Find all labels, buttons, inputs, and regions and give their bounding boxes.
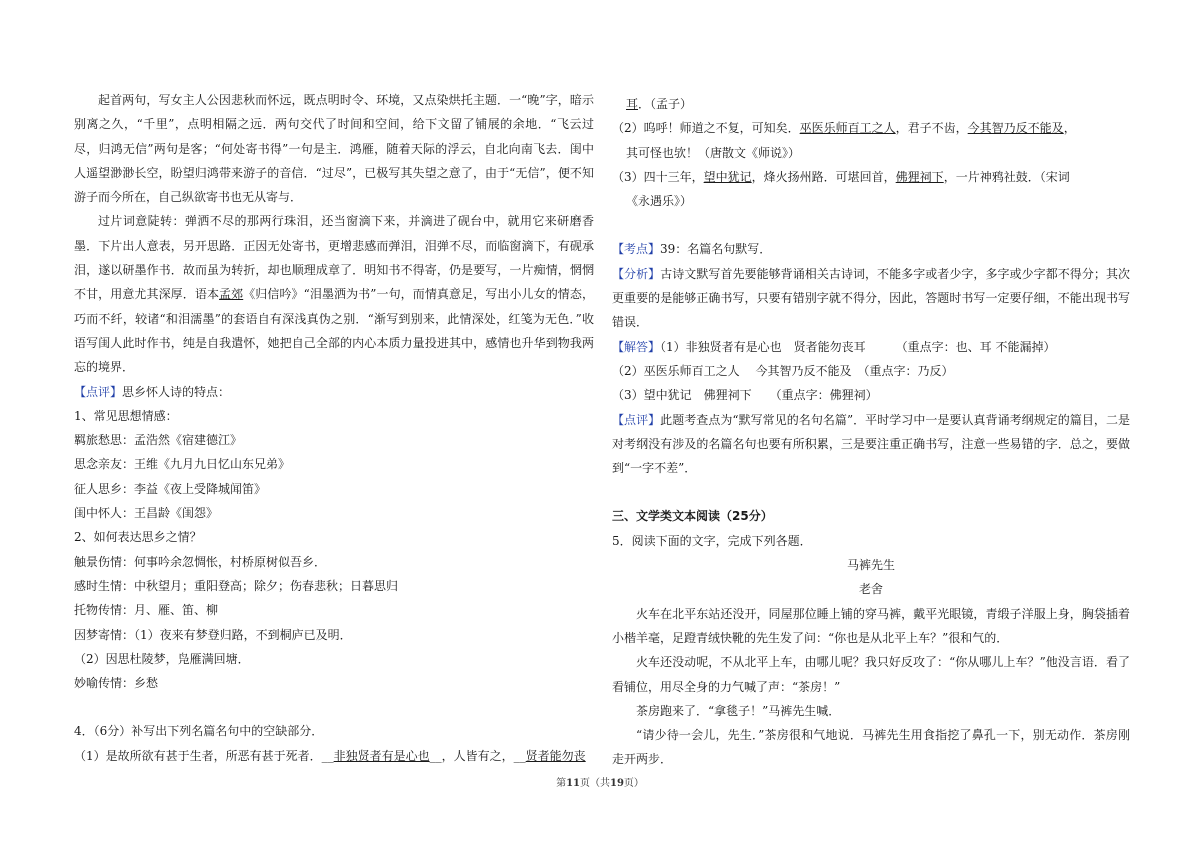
answer-blank: 佛狸祠下 (895, 169, 944, 184)
paragraph-2-b: 《归信吟》“泪墨洒为书”一句，而情真意足，写出小儿女的情态，巧而不纤，较诸“和泪濡墨”的套语自有深浅真伪之别．“渐写到别来，此情深处，红笺为无色．”收语写闺人此时作书，纯是自我遣怀，她把自己全部的内心本质力量投进其中，感情也升华到物我两忘的境界． (74, 287, 594, 375)
footer-pre: 第 (556, 778, 567, 789)
answer-blank: 望中犹记 (703, 169, 752, 184)
paragraph-2-a: 过片词意陡转：弹洒不尽的那两行珠泪，还当窗滴下来，并滴进了砚台中，就用它来研磨香墨．下片出人意表，另开思路．正因无处寄书，更增悲感而弹泪，泪弹不尽，而临窗滴下，有砚承泪，遂以研墨作书．故而虽为转折，却也顺理成章了．明知书不得寄，仍是要写，一片痴情，惘惘不甘，用意尤其深厚．语本 (74, 214, 594, 302)
kaodian-line (612, 237, 1130, 261)
emotion-item: 征人思乡：李益《夜上受降城闻笛》 (74, 481, 267, 496)
story-paragraph: “请少待一会儿，先生．”茶房很和气地说．马裤先生用食指挖了鼻孔一下，别无动作．茶房刚走开两步． (612, 728, 1130, 767)
comment-tag: 【点评】 (74, 384, 123, 399)
method-item: 触景伤情：何事吟余忽惆怅，村桥原树似吾乡． (74, 554, 327, 569)
dianping-line (612, 408, 1130, 481)
answer-blank: 贤者能勿丧 (525, 748, 586, 763)
spacer (612, 213, 1130, 237)
q4-2-end: ， (1063, 121, 1076, 136)
question-4-2 (612, 116, 1130, 140)
heading-2: 2、如何表达思乡之情？ (74, 530, 202, 545)
q4-3-source: 《永遇乐》） (626, 194, 693, 209)
footer-mid: 页（共 (580, 778, 610, 789)
story-paragraph: 火车在北平东站还没开，同屋那位睡上铺的穿马裤，戴平光眼镜，青缎子洋服上身，胸袋插着小楷羊毫，足蹬青绒快靴的先生发了问：“你也是从北平上车？”很和气的． (612, 606, 1130, 645)
emotion-item: 闺中怀人：王昌龄《闺怨》 (74, 506, 219, 521)
jieda-3: （3）望中犹记 佛狸祠下 （重点字：佛狸祠） (612, 388, 878, 403)
right-column (612, 92, 1130, 772)
method-item: 托物传情：月、雁、笛、柳 (74, 603, 219, 618)
answer-blank: 巫医乐师百工之人 (799, 121, 896, 136)
jieda-2: （2）巫医乐师百工之人 今其智乃反不能及 （重点字：乃反） (612, 363, 954, 378)
jieda-1: （1）非独贤者有是心也 贤者能勿丧耳 （重点字：也、耳 不能漏掉） (660, 339, 1056, 354)
section-3-title: 三、文学类文本阅读（25分） (612, 509, 773, 524)
jieda-tag: 【解答】 (612, 339, 661, 354)
kaodian-text: 39：名篇名句默写． (660, 242, 772, 257)
dianping-tag: 【点评】 (612, 412, 661, 427)
question-4-1: （1）是故所欲有甚于生者，所恶有甚于死者．__非独贤者有是心也__，人皆有之，__贤者能勿丧 (74, 748, 586, 763)
footer-post: 页） (623, 778, 644, 789)
heading-1: 1、常见思想情感： (74, 408, 178, 423)
q4-2-prompt: （2）呜呼！师道之不复，可知矣． (612, 121, 800, 136)
emotion-item: 羁旅愁思：孟浩然《宿建德江》 (74, 433, 243, 448)
answer-blank: 今其智乃反不能及 (967, 121, 1064, 136)
method-item: 妙喻传情：乡愁 (74, 676, 159, 691)
paragraph-1: 起首两句，写女主人公因悲秋而怀远，既点明时令、环境，又点染烘托主题．一“晚”字，暗示别离之久，“千里”，点明相隔之远．两句交代了时间和空间，给下文留了铺展的余地．“飞云过尽，归鸿无信”两句是客；“何处寄书得”一句是主．鸿雁，随着天际的浮云，自北向南飞去．闺中人遥望渺渺长空，盼望归鸿带来游子的音信．“过尽”，已极写其失望之意了，由于“无信”，便不知游子而今所在，自己纵欲寄书也无从寄与． (74, 93, 594, 205)
spacer (74, 695, 594, 719)
comment-line (74, 380, 594, 404)
q4-2-source: 其可怪也欤！（唐散文《师说》） (626, 145, 801, 160)
q4-3-end: ，一片神鸦社鼓．（宋词 (943, 169, 1070, 184)
fenxi-text: 古诗文默写首先要能够背诵相关古诗词，不能多字或者少字，多字或少字都不得分；其次更重要的是能够正确书写，只要有错别字就不得分，因此，答题时书写一定要仔细，不能出现书写错误． (612, 266, 1130, 330)
fenxi-tag: 【分析】 (612, 266, 661, 281)
page-footer (0, 774, 1200, 789)
jieda-line (612, 335, 1130, 359)
method-item: 因梦寄情：（1）夜来有梦登归路，不到桐庐已及明． (74, 627, 352, 642)
q4-1-middle: ，人皆有之， (441, 748, 514, 763)
paragraph-2 (74, 209, 594, 379)
question-5: 5．阅读下面的文字，完成下列各题． (612, 533, 812, 548)
story-paragraph: 火车还没动呢，不从北平上车，由哪儿呢？我只好反攻了：“你从哪儿上车？”他没言语．看了看铺位，用尽全身的力气喊了声：“茶房！” (612, 655, 1130, 694)
story-title: 马裤先生 (846, 558, 895, 573)
method-item: 感时生情：中秋望月；重阳登高；除夕；伤春悲秋；日暮思归 (74, 578, 399, 593)
q4-1-continued (612, 92, 1130, 116)
q4-1-source: ．（孟子） (638, 97, 693, 111)
q4-3-prompt: （3）四十三年， (612, 169, 704, 184)
answer-blank: 耳 (626, 97, 639, 111)
fenxi-line (612, 262, 1130, 335)
page-number: 11 (566, 778, 580, 789)
comment-text: 思乡怀人诗的特点： (122, 384, 231, 399)
left-column (74, 88, 594, 768)
answer-blank: 非独贤者有是心也 (333, 748, 430, 763)
spacer (612, 480, 1130, 504)
dianping-text: 此题考查点为“默写常见的名句名篇”．平时学习中一是要认真背诵考纲规定的篇目，二是对考纲没有涉及的名篇名句也要有所积累，三是要注重正确书写，注意一些易错的字．总之，要做到“一字不差”． (612, 412, 1130, 476)
story-paragraph: 茶房跑来了．“拿毯子！”马裤先生喊． (636, 703, 841, 718)
question-4-3 (612, 165, 1130, 189)
question-4-heading: 4．（6分）补写出下列名篇名句中的空缺部分． (74, 724, 324, 739)
method-item: （2）因思杜陵梦，凫雁满回塘． (74, 651, 250, 666)
poet-name: 孟郊 (219, 287, 244, 302)
kaodian-tag: 【考点】 (612, 242, 661, 257)
emotion-item: 思念亲友：王维《九月九日忆山东兄弟》 (74, 457, 291, 472)
q4-1-prompt: （1）是故所欲有甚于生者，所恶有甚于死者． (74, 748, 322, 763)
story-author: 老舍 (858, 582, 883, 597)
page-total: 19 (610, 778, 624, 789)
q4-3-middle: ，烽火扬州路．可堪回首， (751, 169, 896, 184)
q4-2-middle: ，君子不齿， (895, 121, 968, 136)
